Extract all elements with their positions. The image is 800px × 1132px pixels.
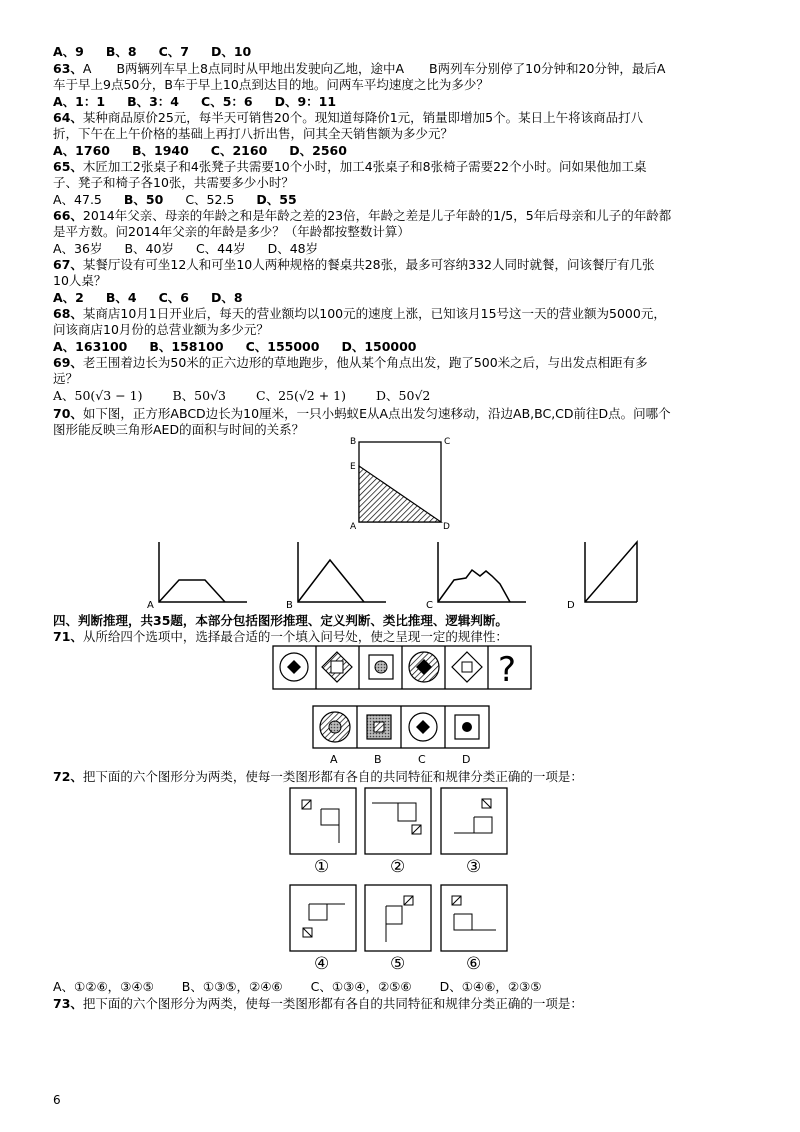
q72-figure-2[interactable] xyxy=(364,787,434,857)
q70-graph-d[interactable] xyxy=(567,540,677,610)
q71-number: 71、 xyxy=(53,629,83,644)
q71-choice-d[interactable] xyxy=(455,715,479,739)
q73-number: 73、 xyxy=(53,996,83,1011)
q68-option-b[interactable]: B、158100 xyxy=(149,339,224,354)
q65-option-a[interactable]: A、47.5 xyxy=(53,192,102,207)
q65-text-1: 木匠加工2张桌子和4张凳子共需要10个小时，加工4张桌子和8张椅子需要22个小时。问如果他加工桌 xyxy=(82,159,647,174)
q63-option-d[interactable]: D、9：11 xyxy=(274,94,337,109)
q63-option-a[interactable]: A、1：1 xyxy=(53,94,106,109)
q70-graph-c[interactable] xyxy=(426,540,536,610)
q70-label-e: E xyxy=(350,462,356,472)
q71-choice-b[interactable] xyxy=(367,715,391,739)
q69-line-1 xyxy=(53,355,648,371)
q67-option-b[interactable]: B、4 xyxy=(105,290,137,305)
q63-line-2: 车于早上9点50分，B车于早上10点到达目的地。问两车平均速度之比为多少？ xyxy=(53,77,489,92)
q69-option-c[interactable]: C、25(√2 + 1) xyxy=(256,388,347,403)
q72-figure-5[interactable] xyxy=(364,884,434,954)
q70-graph-c-label: C xyxy=(426,600,433,611)
q70-line-2: 图形能反映三角形AED的面积与时间的关系？ xyxy=(53,422,305,437)
q69-option-d[interactable]: D、50√2 xyxy=(376,388,431,403)
q70-graph-a[interactable] xyxy=(147,540,257,610)
q68-text-1: 某商店10月1日开业后，每天的营业额均以100元的速度上涨，已知该月15号这一天的营业额为5000元， xyxy=(82,306,666,321)
q69-number: 69、 xyxy=(53,355,83,370)
q72-text: 把下面的六个图形分为两类，使每一类图形都有各自的共同特征和规律分类正确的一项是： xyxy=(82,769,583,784)
q62-option-a[interactable]: A、9 xyxy=(53,44,84,59)
q62-option-b[interactable]: B、8 xyxy=(105,44,137,59)
q72-figure-1[interactable] xyxy=(289,787,359,857)
q73-text: 把下面的六个图形分为两类，使每一类图形都有各自的共同特征和规律分类正确的一项是： xyxy=(82,996,583,1011)
q62-option-d[interactable]: D、10 xyxy=(210,44,252,59)
q71-text: 从所给四个选项中，选择最合适的一个填入问号处，使之呈现一定的规律性： xyxy=(82,629,508,644)
q67-line-1 xyxy=(53,257,654,273)
q63-number: 63、 xyxy=(53,61,83,76)
q70-square-figure xyxy=(345,436,450,531)
q70-graph-b-label: B xyxy=(286,600,293,611)
q68-number: 68、 xyxy=(53,306,83,321)
q71-choices xyxy=(312,705,492,767)
q64-line-2: 折，下午在上午价格的基础上再打八折出售，问其全天销售额为多少元？ xyxy=(53,126,454,141)
q64-option-d[interactable]: D、2560 xyxy=(289,143,347,158)
section4-title: 四、判断推理，共35题，本部分包括图形推理、定义判断、类比推理、逻辑判断。 xyxy=(53,613,508,628)
q71-choice-a[interactable] xyxy=(320,712,350,742)
q65-option-c[interactable]: C、52.5 xyxy=(185,192,235,207)
q72-figure-4[interactable] xyxy=(289,884,359,954)
q64-line-1 xyxy=(53,110,643,126)
q72-options xyxy=(53,979,563,995)
q70-text-1: 如下图，正方形ABCD边长为10厘米，一只小蚂蚁E从A点出发匀速移动，沿边AB,BC,CD前往D点。问哪个 xyxy=(82,406,671,421)
q73-line xyxy=(53,996,583,1012)
q69-option-a[interactable]: A、50(√3 − 1) xyxy=(53,388,143,403)
q70-graph-a-label: A xyxy=(147,600,154,611)
q64-number: 64、 xyxy=(53,110,83,125)
q70-label-b: B xyxy=(350,437,357,447)
q72-option-b[interactable]: B、①③⑤，②④⑥ xyxy=(181,979,283,994)
q71-choice-d-label: D xyxy=(462,753,471,766)
q70-label-c: C xyxy=(444,437,451,447)
q69-text-1: 老王围着边长为50米的正六边形的草地跑步，他从某个角点出发，跑了500米之后，与出发点相距有多 xyxy=(82,355,648,370)
q64-option-a[interactable]: A、1760 xyxy=(53,143,110,158)
q72-option-a[interactable]: A、①②⑥，③④⑤ xyxy=(53,979,154,994)
q67-option-d[interactable]: D、8 xyxy=(210,290,243,305)
q72-label-6: ⑥ xyxy=(466,954,482,974)
q72-option-d[interactable]: D、①④⑥，②③⑤ xyxy=(439,979,542,994)
q67-text-1: 某餐厅设有可坐12人和可坐10人两种规格的餐桌共28张，最多可容纳332人同时就餐，问该餐厅有几张 xyxy=(82,257,655,272)
q70-label-d: D xyxy=(443,522,450,532)
q70-graph-b[interactable] xyxy=(286,540,396,610)
q70-label-a: A xyxy=(350,522,357,532)
q66-line-1 xyxy=(53,208,671,224)
q70-number: 70、 xyxy=(53,406,83,421)
q69-options xyxy=(53,388,452,404)
q67-option-c[interactable]: C、6 xyxy=(158,290,189,305)
q67-line-2: 10人桌？ xyxy=(53,273,107,288)
q66-text-1: 2014年父亲、母亲的年龄之和是年龄之差的23倍，年龄之差是儿子年龄的1/5，5年后母亲和儿子的年龄都 xyxy=(82,208,672,223)
q66-option-b[interactable]: B、40岁 xyxy=(124,241,174,256)
q63-option-b[interactable]: B、3：4 xyxy=(127,94,180,109)
q68-options xyxy=(53,339,439,355)
q66-options xyxy=(53,241,340,257)
q63-line-1 xyxy=(53,61,665,77)
q70-graph-d-label: D xyxy=(567,600,575,611)
q72-label-2: ② xyxy=(390,857,406,877)
q65-option-d[interactable]: D、55 xyxy=(256,192,297,207)
q72-label-3: ③ xyxy=(466,857,482,877)
q66-line-2: 是平方数。问2014年父亲的年龄是多少？（年龄都按整数计算） xyxy=(53,224,410,239)
q72-option-c[interactable]: C、①③④，②⑤⑥ xyxy=(310,979,412,994)
q62-options xyxy=(53,44,273,60)
q65-line-1 xyxy=(53,159,647,175)
q66-option-c[interactable]: C、44岁 xyxy=(195,241,246,256)
q70-line-1 xyxy=(53,406,671,422)
q71-choice-a-label: A xyxy=(330,753,338,766)
q68-option-d[interactable]: D、150000 xyxy=(341,339,417,354)
page-number: 6 xyxy=(53,1093,61,1107)
q72-label-4: ④ xyxy=(314,954,330,974)
q71-sequence xyxy=(272,645,534,690)
q68-option-a[interactable]: A、163100 xyxy=(53,339,128,354)
q65-number: 65、 xyxy=(53,159,83,174)
q67-option-a[interactable]: A、2 xyxy=(53,290,84,305)
q71-choice-c-label: C xyxy=(418,753,426,766)
q72-number: 72、 xyxy=(53,769,83,784)
q64-options xyxy=(53,143,369,159)
q71-choice-b-label: B xyxy=(374,753,382,766)
q63-text-1: A B两辆列车早上8点同时从甲地出发驶向乙地，途中A B两列车分别停了10分钟和20分钟，最后A xyxy=(82,61,666,76)
q67-options xyxy=(53,290,265,306)
q71-line xyxy=(53,629,508,645)
q67-number: 67、 xyxy=(53,257,83,272)
q65-options xyxy=(53,192,319,208)
q68-line-1 xyxy=(53,306,666,322)
q69-line-2: 远？ xyxy=(53,371,79,386)
q64-text-1: 某种商品原价25元，每半天可销售20个。现知道每降价1元，销量即增加5个。某日上午将该商品打八 xyxy=(82,110,644,125)
q64-option-c[interactable]: C、2160 xyxy=(210,143,268,158)
q62-option-c[interactable]: C、7 xyxy=(158,44,189,59)
q72-figure-6[interactable] xyxy=(440,884,510,954)
q72-label-1: ① xyxy=(314,857,330,877)
q72-line xyxy=(53,769,583,785)
q72-figure-3[interactable] xyxy=(440,787,510,857)
q66-option-a[interactable]: A、36岁 xyxy=(53,241,103,256)
q71-choice-c[interactable] xyxy=(409,713,437,741)
q69-option-b[interactable]: B、50√3 xyxy=(172,388,226,403)
q65-option-b[interactable]: B、50 xyxy=(123,192,164,207)
q66-number: 66、 xyxy=(53,208,83,223)
q72-label-5: ⑤ xyxy=(390,954,406,974)
q71-question-mark: ? xyxy=(498,650,517,690)
q65-line-2: 子、凳子和椅子各10张，共需要多少小时？ xyxy=(53,175,294,190)
q68-line-2: 问该商店10月份的总营业额为多少元？ xyxy=(53,322,269,337)
q64-option-b[interactable]: B、1940 xyxy=(131,143,189,158)
q63-option-c[interactable]: C、5：6 xyxy=(201,94,253,109)
q63-options xyxy=(53,94,358,110)
q66-option-d[interactable]: D、48岁 xyxy=(267,241,319,256)
q68-option-c[interactable]: C、155000 xyxy=(245,339,320,354)
